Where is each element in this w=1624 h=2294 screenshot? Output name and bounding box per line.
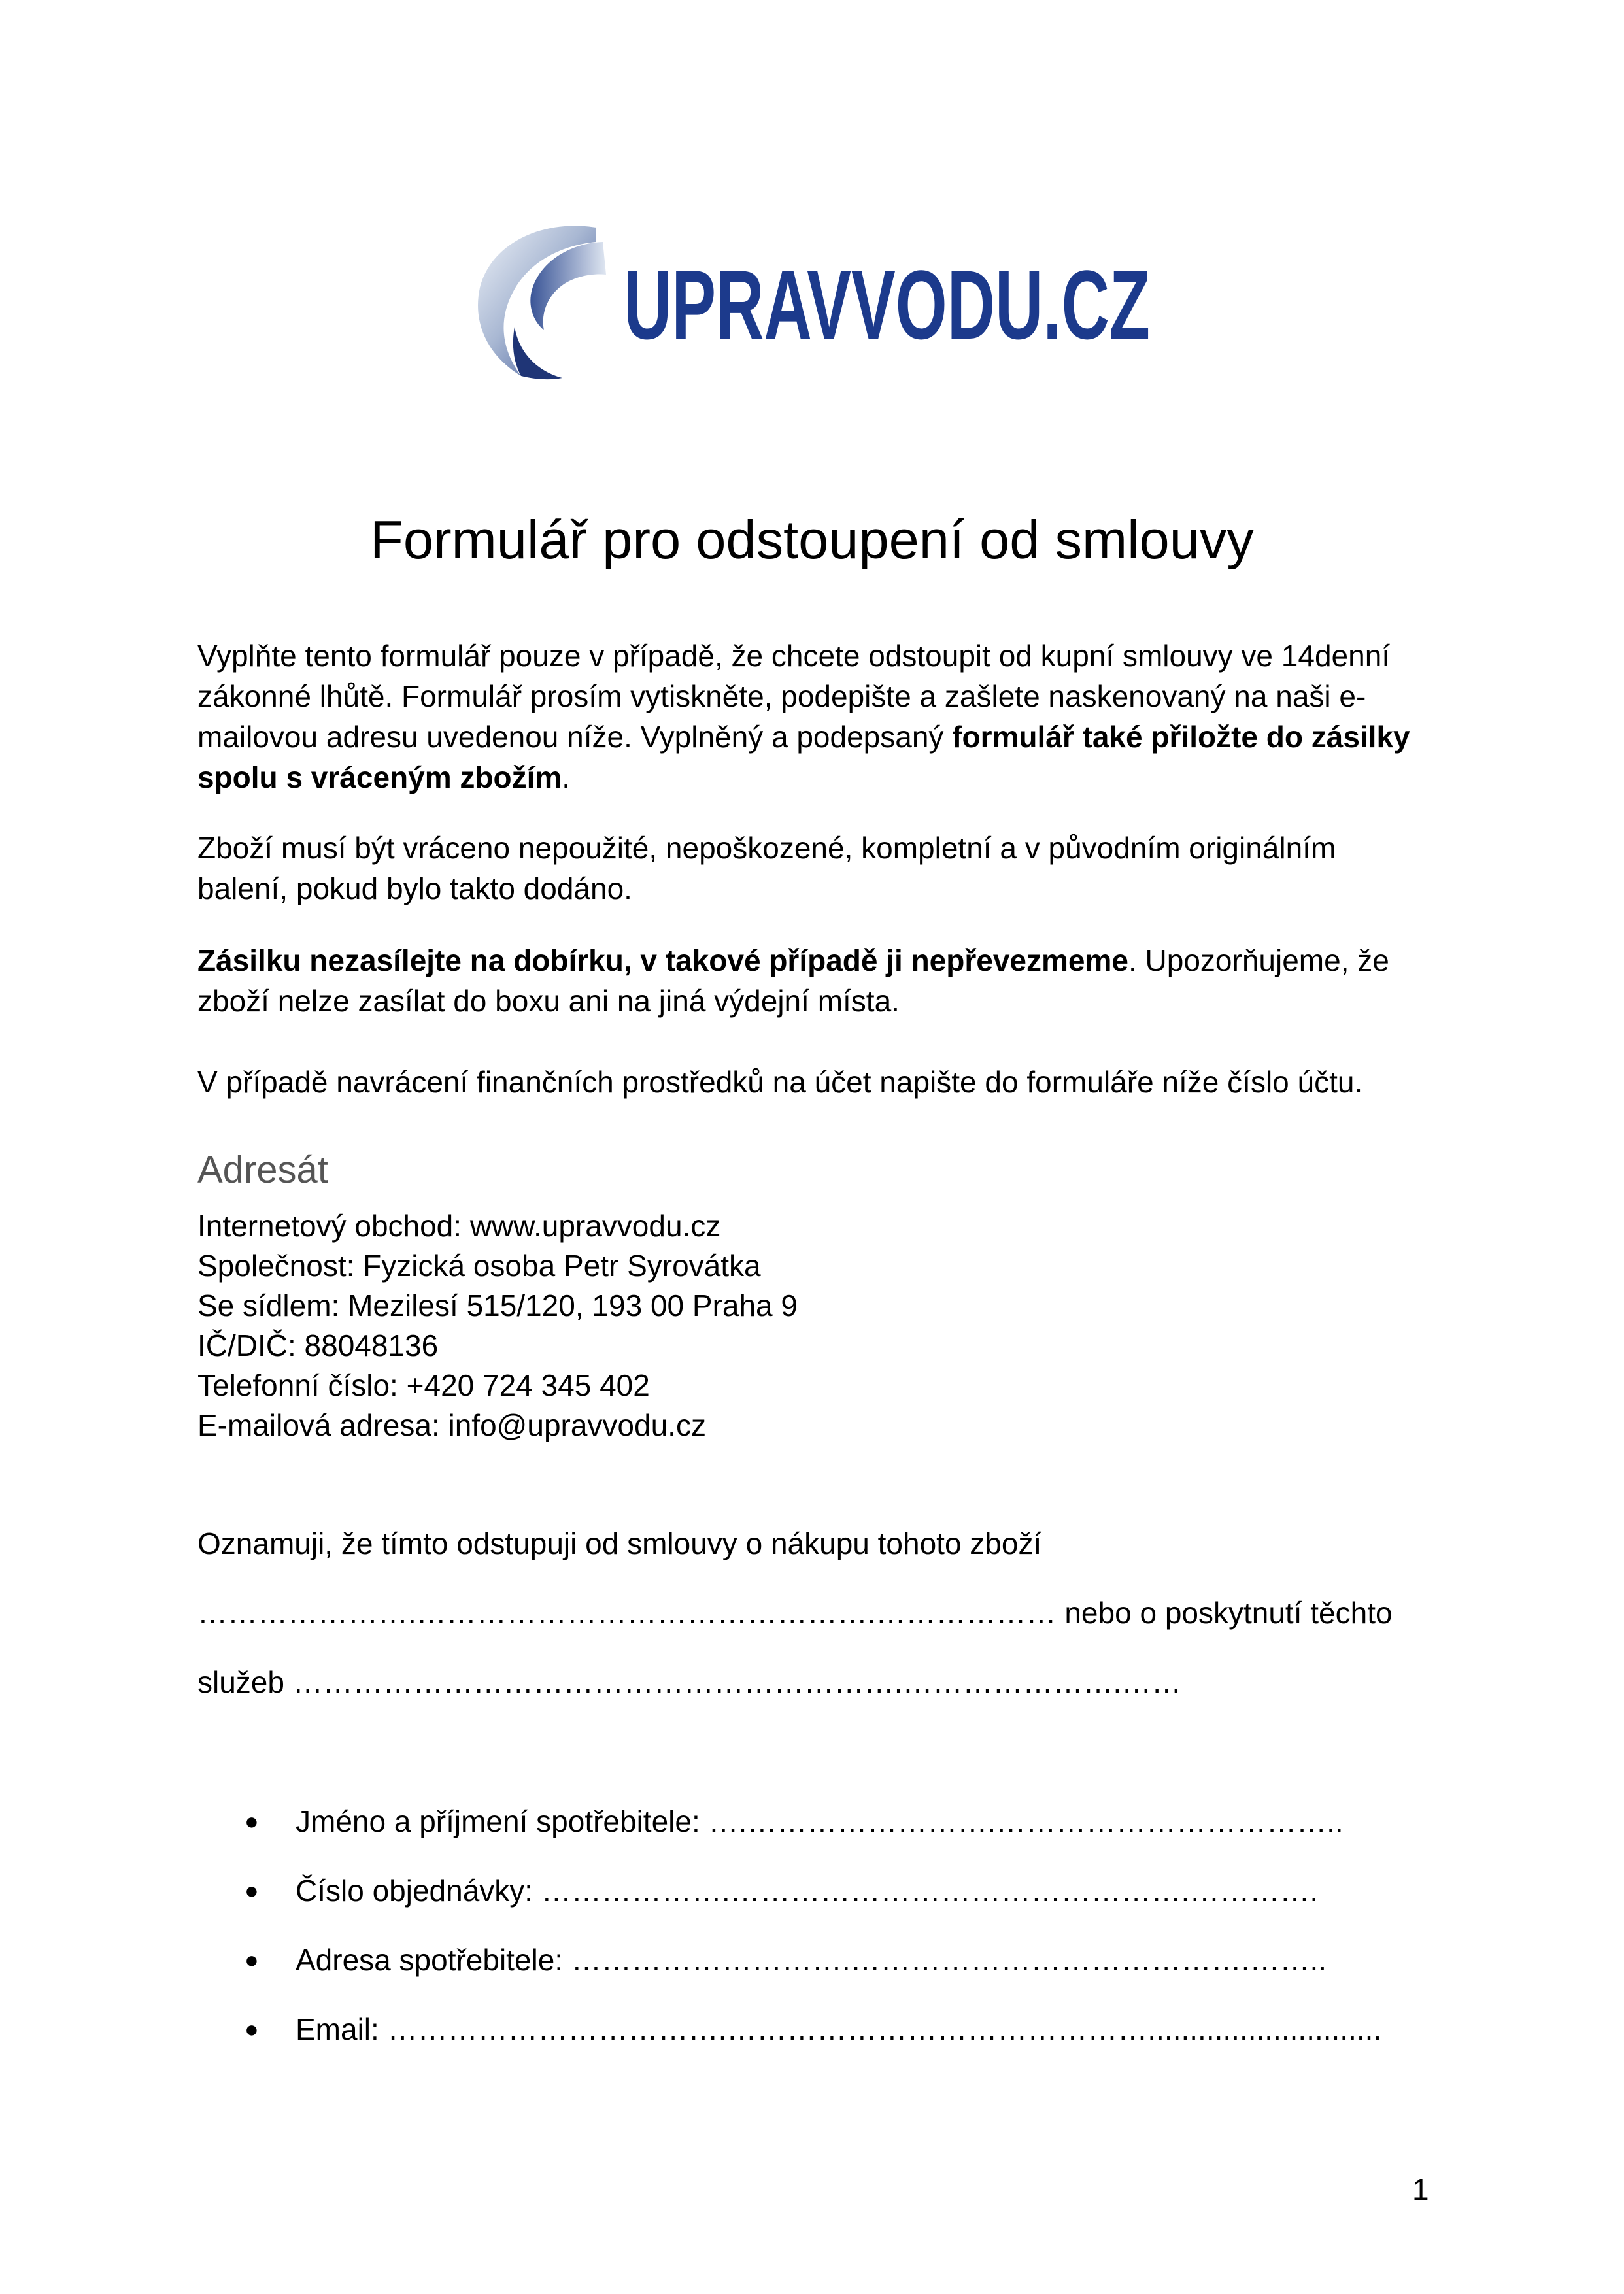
field-label: Email: …………………………….……………………………………............................ bbox=[296, 2012, 1382, 2046]
intro-paragraph bbox=[197, 635, 1427, 798]
page-title: Formulář pro odstoupení od smlouvy bbox=[370, 509, 1254, 570]
field-consumer-address[interactable] bbox=[197, 1940, 1381, 2009]
shipping-paragraph bbox=[197, 940, 1427, 1021]
upravvodu-logo bbox=[472, 216, 1165, 386]
field-label: Adresa spotřebitele: ……………………….………………………………….…….. bbox=[296, 1943, 1327, 1977]
addressee-heading: Adresát bbox=[197, 1149, 328, 1191]
address-line-company: Společnost: Fyzická osoba Petr Syrovátka bbox=[197, 1249, 761, 1283]
field-order-number[interactable] bbox=[197, 1870, 1381, 1940]
address-line-ico: IČ/DIČ: 88048136 bbox=[197, 1328, 439, 1362]
refund-paragraph: V případě navrácení finančních prostředků na účet napište do formuláře níže číslo účtu. bbox=[197, 1065, 1363, 1099]
address-line-phone: Telefonní číslo: +420 724 345 402 bbox=[197, 1368, 650, 1402]
bullet-icon: ● bbox=[245, 1946, 259, 1973]
condition-paragraph: Zboží musí být vráceno nepoužité, nepoškozené, kompletní a v původním originálním balení, pokud bylo takto dodáno. bbox=[197, 831, 1336, 905]
declaration-line: Oznamuji, že tímto odstupuji od smlouvy o nákupu tohoto zboží bbox=[197, 1527, 1042, 1560]
consumer-fields-list bbox=[197, 1801, 1381, 2078]
field-label: Číslo objednávky: ……………….……………………………………….…………. bbox=[296, 1874, 1319, 1908]
address-line-email: E-mailová adresa: info@upravvodu.cz bbox=[197, 1408, 706, 1442]
bullet-icon: ● bbox=[245, 1808, 259, 1834]
field-label: Jméno a příjmení spotřebitele: ….…………………….…………………………….. bbox=[296, 1804, 1344, 1838]
bullet-icon: ● bbox=[245, 2016, 259, 2042]
intro-tail: . bbox=[562, 760, 571, 794]
shipping-text: . Upozorňujeme, že zboží nelze zasílat do boxu ani na jiná výdejní místa. bbox=[197, 943, 1389, 1018]
address-line-shop: Internetový obchod: www.upravvodu.cz bbox=[197, 1209, 721, 1243]
intro-bold-text: formulář také přiložte do zásilky spolu s vráceným zbožím bbox=[197, 720, 1410, 794]
shipping-bold-text: Zásilku nezasílejte na dobírku, v takové případě ji nepřevezmeme bbox=[197, 943, 1128, 977]
intro-text: Vyplňte tento formulář pouze v případě, že chcete odstoupit od kupní smlouvy ve 14denní zákonné lhůtě. Formulář prosím vytiskněte, podepište a zašlete naskenovaný na naši e-mailovou adresu uvedenou níže. Vyplněný a podepsaný bbox=[197, 639, 1391, 754]
declaration-section bbox=[197, 1523, 1427, 1731]
address-line-seat: Se sídlem: Mezilesí 515/120, 193 00 Praha 9 bbox=[197, 1289, 798, 1323]
bullet-icon: ● bbox=[245, 1877, 259, 1904]
addressee-details bbox=[197, 1206, 798, 1445]
logo-wordmark: UPRAVVODU.CZ bbox=[624, 250, 1150, 360]
services-blank-line[interactable]: služeb …………………………………………………….………………….…… bbox=[197, 1665, 1182, 1699]
field-email[interactable] bbox=[197, 2009, 1381, 2078]
goods-blank-line[interactable]: ………………….……………………………………….……………… nebo o poskytnutí těchto bbox=[197, 1596, 1393, 1630]
page-number: 1 bbox=[1412, 2172, 1429, 2206]
field-consumer-name[interactable] bbox=[197, 1801, 1381, 1870]
swoosh-icon bbox=[478, 226, 606, 379]
logo-graphic bbox=[472, 216, 1165, 386]
